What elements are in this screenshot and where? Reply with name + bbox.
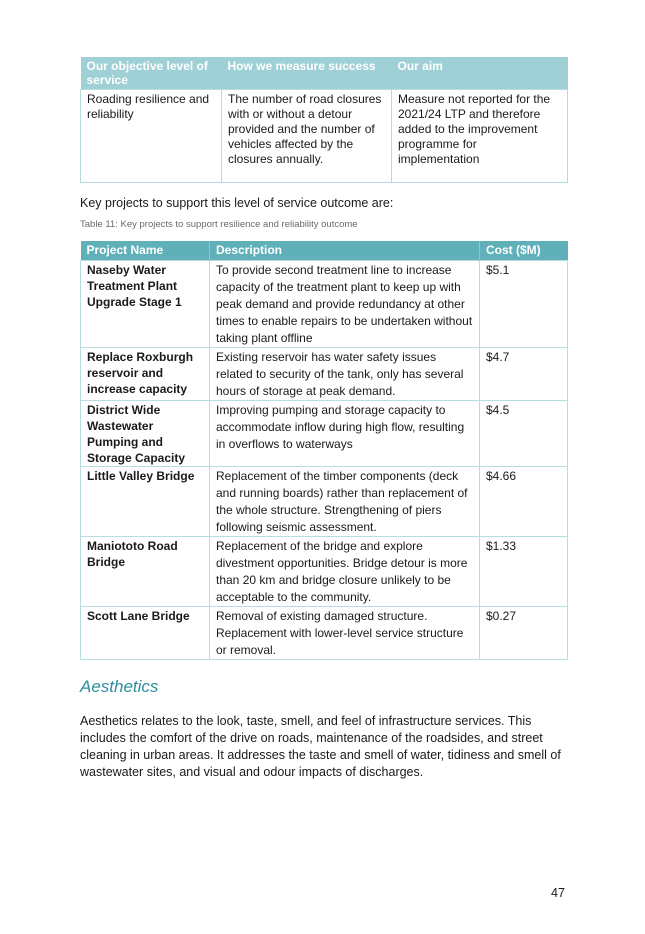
header-project-name: Project Name [81,241,210,261]
table-row [81,537,568,607]
project-cost: $4.7 [480,348,568,401]
project-name: Maniototo Road Bridge [81,537,210,607]
table-row [81,607,568,660]
projects-table-header [81,241,568,261]
page-number: 47 [551,886,565,900]
intro-text: Key projects to support this level of service outcome are: [80,196,394,210]
table-row [81,348,568,401]
project-description: Improving pumping and storage capacity to accommodate inflow during high flow, resulting in overflows to waterways [210,401,480,467]
header-aim: Our aim [392,57,568,90]
table-caption: Table 11: Key projects to support resilience and reliability outcome [80,219,358,230]
project-description: Removal of existing damaged structure. Replacement with lower-level service structure or removal. [210,607,480,660]
header-objective: Our objective level of service [81,57,222,90]
aim-cell: Measure not reported for the 2021/24 LTP and therefore added to the improvement programme for implementation [392,90,568,183]
objective-cell: Roading resilience and reliability [81,90,222,183]
projects-table [80,241,568,660]
objective-table-header [81,57,568,90]
project-description: Existing reservoir has water safety issues related to security of the tank, only has several hours of storage at peak demand. [210,348,480,401]
project-cost: $4.66 [480,467,568,537]
header-cost: Cost ($M) [480,241,568,261]
section-heading: Aesthetics [80,677,159,696]
table-row [81,90,568,183]
section-body: Aesthetics relates to the look, taste, smell, and feel of infrastructure services. This includes the comfort of the drive on roads, maintenance of the roadsides, and street cleaning in urban areas. It addresses the taste and smell of water, tidiness and smell of wastewater sites, and visual and odour impacts of discharges. [80,714,561,779]
project-description: Replacement of the bridge and explore divestment opportunities. Bridge detour is more than 20 km and bridge closure unlikely to be acceptable to the community. [210,537,480,607]
project-cost: $1.33 [480,537,568,607]
project-name: Scott Lane Bridge [81,607,210,660]
project-name: Little Valley Bridge [81,467,210,537]
project-cost: $5.1 [480,261,568,348]
project-cost: $4.5 [480,401,568,467]
objective-table [80,57,568,183]
project-name: Naseby Water Treatment Plant Upgrade Stage 1 [81,261,210,348]
measure-cell: The number of road closures with or without a detour provided and the number of vehicles affected by the closures annually. [222,90,392,183]
project-cost: $0.27 [480,607,568,660]
project-name: Replace Roxburgh reservoir and increase capacity [81,348,210,401]
header-measure: How we measure success [222,57,392,90]
header-description: Description [210,241,480,261]
table-row [81,467,568,537]
table-row [81,401,568,467]
project-name: District Wide Wastewater Pumping and Storage Capacity [81,401,210,467]
project-description: Replacement of the timber components (deck and running boards) rather than replacement of the whole structure. Strengthening of piers following seismic assessment. [210,467,480,537]
table-row [81,261,568,348]
project-description: To provide second treatment line to increase capacity of the treatment plant to keep up with peak demand and provide redundancy at other times to enable repairs to be undertaken without taking plant offline [210,261,480,348]
